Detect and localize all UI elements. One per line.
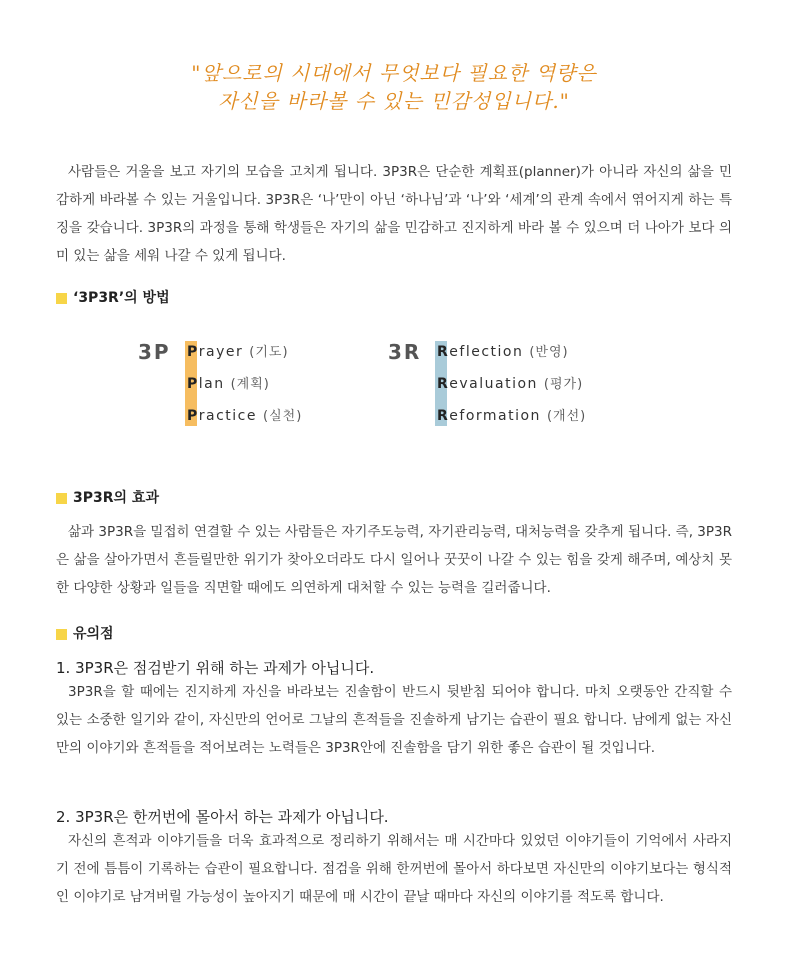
item-rest: lan (198, 376, 225, 392)
item-rest: rayer (198, 344, 244, 360)
item-initial: P (187, 344, 199, 360)
item-initial: R (437, 376, 450, 392)
3r-label: 3R (388, 340, 422, 364)
note-1-title: 1. 3P3R은 점검받기 위해 하는 과제가 아닙니다. (56, 659, 375, 677)
quote-line-1: "앞으로의 시대에서 무엇보다 필요한 역량은 (191, 61, 597, 85)
3r-item-reflection (437, 342, 569, 363)
3r-item-revaluation (437, 374, 583, 395)
note-1-body: 3P3R을 할 때에는 진지하게 자신을 바라보는 진솔함이 반드시 뒷받침 되어야 합니다. 마치 오랫동안 간직할 수 있는 소중한 일기와 같이, 자신만의 언어로 그날의 흔적들을 진솔하게 남기는 습관이 필요 합니다. 남에게 없는 자신만의 이야기와 흔적들을 적어보려는 노력들은 3P3R안에 진솔함을 담기 위한 좋은 습관이 될 것입니다. (56, 684, 732, 756)
item-korean: (기도) (249, 345, 289, 360)
note-2-title: 2. 3P3R은 한꺼번에 몰아서 하는 과제가 아닙니다. (56, 808, 389, 826)
heading-square-icon (56, 293, 67, 304)
item-korean: (평가) (543, 377, 584, 392)
effect-heading-text: 3P3R의 효과 (73, 490, 159, 506)
method-heading-text: ‘3P3R’의 방법 (73, 290, 170, 306)
3p-item-prayer (187, 342, 289, 363)
item-rest: evaluation (449, 376, 538, 392)
3p-item-practice (187, 406, 302, 427)
item-korean: (반영) (529, 345, 569, 360)
effect-paragraph: 삶과 3P3R을 밀접히 연결할 수 있는 사람들은 자기주도능력, 자기관리능력, 대처능력을 갖추게 됩니다. 즉, 3P3R은 삶을 살아가면서 흔들릴만한 위기가 찾아오더라도 다시 일어나 꿋꿋이 나갈 수 있는 힘을 갖게 해주며, 예상치 못한 다양한 상황과 일들을 직면할 때에도 의연하게 대처할 수 있는 능력을 길러줍니다. (56, 524, 732, 596)
3p-item-plan (187, 374, 270, 395)
effect-heading (56, 488, 159, 508)
method-heading (56, 288, 170, 308)
quote-line-2: 자신을 바라볼 수 있는 민감성입니다." (218, 89, 570, 113)
item-rest: eformation (449, 408, 541, 424)
item-initial: R (437, 344, 450, 360)
heading-square-icon (56, 629, 67, 640)
item-korean: (계획) (230, 377, 270, 392)
3p-label: 3P (138, 340, 171, 364)
item-initial: P (187, 408, 199, 424)
item-rest: ractice (198, 408, 257, 424)
item-korean: (실천) (263, 409, 303, 424)
heading-square-icon (56, 493, 67, 504)
intro-paragraph: 사람들은 거울을 보고 자기의 모습을 고치게 됩니다. 3P3R은 단순한 계획표(planner)가 아니라 자신의 삶을 민감하게 바라볼 수 있는 거울입니다. 3P3R은 ‘나’만이 아닌 ‘하나님’과 ‘나’와 ‘세계’의 관계 속에서 엮어지게 하는 특징을 갖습니다. 3P3R의 과정을 통해 학생들은 자기의 삶을 민감하고 진지하게 바라 볼 수 있으며 더 나아가 보다 의미 있는 삶을 세워 나갈 수 있게 됩니다. (56, 164, 732, 264)
notes-heading (56, 624, 114, 644)
note-2-body: 자신의 흔적과 이야기들을 더욱 효과적으로 정리하기 위해서는 매 시간마다 있었던 이야기들이 기억에서 사라지기 전에 틈틈이 기록하는 습관이 필요합니다. 점검을 위해 한꺼번에 몰아서 하다보면 자신만의 이야기보다는 형식적인 이야기로 남겨버릴 가능성이 높아지기 때문에 매 시간이 끝날 때마다 자신의 이야기를 적도록 합니다. (56, 833, 732, 905)
item-rest: eflection (449, 344, 524, 360)
notes-heading-text: 유의점 (73, 626, 114, 642)
3r-item-reformation (437, 406, 586, 427)
item-initial: P (187, 376, 199, 392)
item-initial: R (437, 408, 450, 424)
item-korean: (개선) (546, 409, 587, 424)
